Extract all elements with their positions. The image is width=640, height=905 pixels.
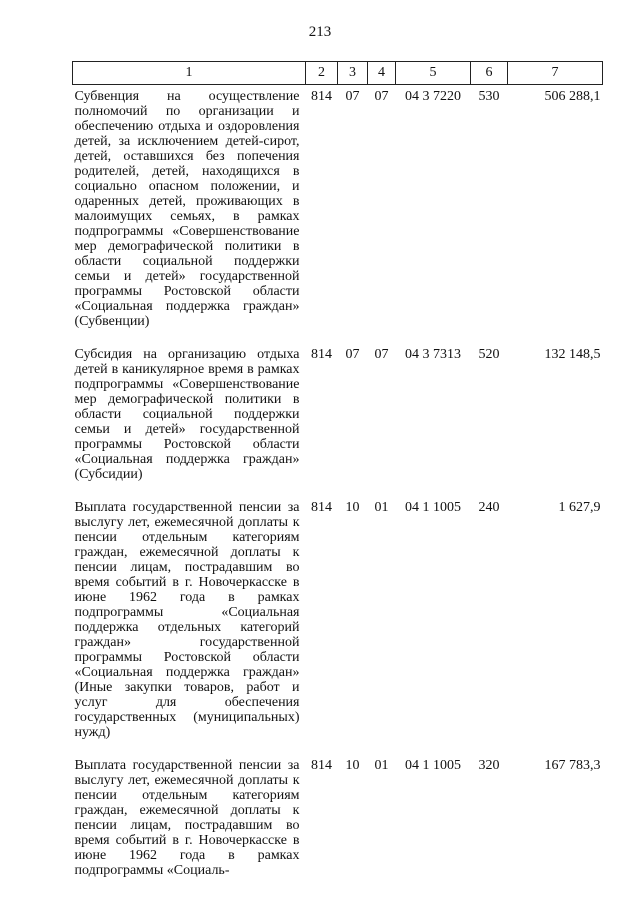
row-expense-type: 520	[478, 347, 500, 362]
row-expense-type: 320	[478, 758, 500, 773]
row-section-code: 10	[345, 500, 360, 515]
row-expense-type: 530	[478, 89, 500, 104]
row-subsection-code: 07	[374, 89, 389, 104]
row-ministry-code: 814	[311, 500, 332, 515]
page-number: 213	[308, 24, 332, 40]
column-header-4: 4	[368, 62, 396, 85]
table-row	[73, 496, 603, 754]
row-section-code: 10	[345, 758, 360, 773]
row-ministry-code: 814	[311, 89, 332, 104]
row-target-article: 04 1 1005	[405, 500, 461, 515]
budget-table	[72, 61, 603, 892]
table-row	[73, 343, 603, 496]
row-target-article: 04 1 1005	[405, 758, 461, 773]
row-expense-type: 240	[478, 500, 500, 515]
row-description: Выплата государственной пенсии за выслугу лет, ежемесячной доплаты к пенсии отдельным категориям граждан, ежемесячной доплаты к пенсии лицам, пострадавшим во время событий в г. Новочеркасске в июне 1962 года в рамках подпрограммы «Социаль-	[74, 758, 300, 878]
row-ministry-code: 814	[311, 347, 332, 362]
row-section-code: 07	[345, 347, 360, 362]
row-description: Выплата государственной пенсии за выслугу лет, ежемесячной доплаты к пенсии отдельным категориям граждан, ежемесячной доплаты к пенсии лицам, пострадавшим во время событий в г. Новочеркасске в июне 1962 года в рамках подпрограммы «Социальная поддержка отдельных категорий граждан» государственной программы Ростовской области «Социальная поддержка граждан» (Иные закупки товаров, работ и услуг для обеспечения государственных (муниципальных) нужд)	[74, 500, 300, 740]
row-description: Субсидия на организацию отдыха детей в каникулярное время в рамках подпрограммы «Совершенствование мер демографической политики в области социальной поддержки семьи и детей» государственной программы Ростовской области «Социальная поддержка граждан» (Субсидии)	[74, 347, 300, 482]
row-subsection-code: 01	[374, 500, 389, 515]
row-target-article: 04 3 7313	[405, 347, 461, 362]
row-subsection-code: 07	[374, 347, 389, 362]
column-header-3: 3	[338, 62, 368, 85]
row-subsection-code: 01	[374, 758, 389, 773]
row-amount: 506 288,1	[544, 89, 601, 104]
table-row	[73, 85, 603, 344]
column-header-1: 1	[73, 62, 306, 85]
column-header-7: 7	[508, 62, 603, 85]
column-header-2: 2	[306, 62, 338, 85]
header-row	[73, 62, 603, 85]
table-row	[73, 754, 603, 892]
row-amount: 167 783,3	[544, 758, 601, 773]
row-section-code: 07	[345, 89, 360, 104]
row-ministry-code: 814	[311, 758, 332, 773]
column-header-6: 6	[471, 62, 508, 85]
row-amount: 1 627,9	[558, 500, 601, 515]
row-target-article: 04 3 7220	[405, 89, 461, 104]
row-amount: 132 148,5	[544, 347, 601, 362]
row-description: Субвенция на осуществление полномочий по организации и обеспечению отдыха и оздоровления детей, за исключением детей-сирот, детей, оставшихся без попечения родителей, детей, находящихся в социально опасном положении, и одаренных детей, проживающих в малоимущих семьях, в рамках подпрограммы «Совершенствование мер демографической политики в области социальной поддержки семьи и детей» государственной программы Ростовской области «Социальная поддержка граждан» (Субвенции)	[74, 89, 300, 329]
column-header-5: 5	[396, 62, 471, 85]
